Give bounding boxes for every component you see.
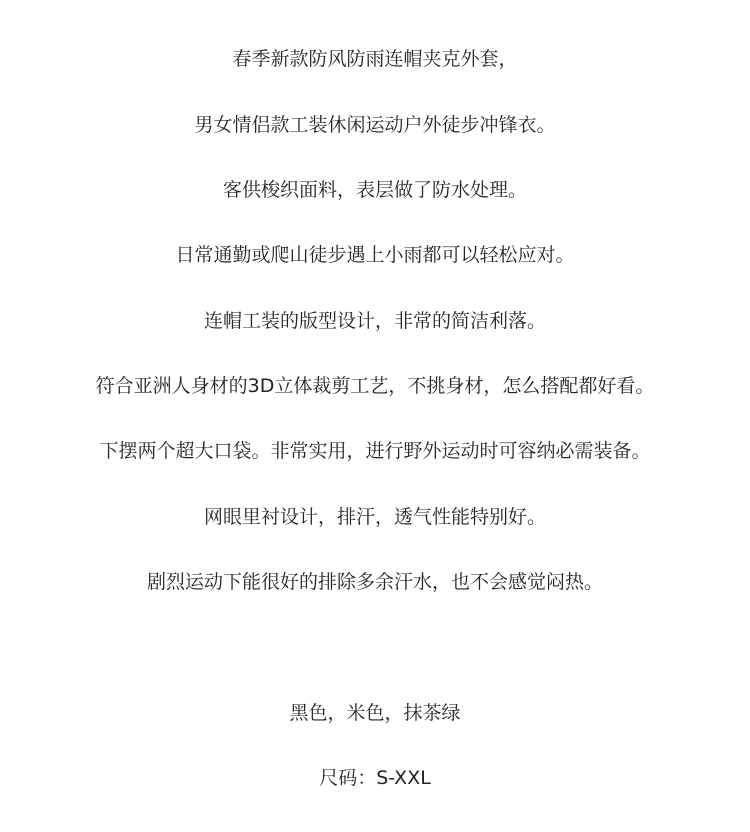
description-line-6: 符合亚洲人身材的3D立体裁剪工艺，不挑身材，怎么搭配都好看。 — [95, 375, 655, 397]
description-line-2: 男女情侣款工装休闲运动户外徒步冲锋衣。 — [194, 114, 556, 136]
description-line-8: 网眼里衬设计，排汗，透气性能特别好。 — [203, 506, 546, 528]
description-line-4: 日常通勤或爬山徒步遇上小雨都可以轻松应对。 — [175, 244, 575, 266]
description-line-9: 剧烈运动下能很好的排除多余汗水，也不会感觉闷热。 — [146, 571, 603, 593]
colors-line: 黑色，米色，抹茶绿 — [289, 702, 461, 724]
size-line: 尺码：S-XXL — [319, 767, 431, 789]
description-line-5: 连帽工装的版型设计，非常的简洁利落。 — [203, 310, 546, 332]
description-line-3: 客供梭织面料，表层做了防水处理。 — [222, 179, 527, 201]
description-line-1: 春季新款防风防雨连帽夹克外套， — [232, 48, 518, 70]
description-line-7: 下摆两个超大口袋。非常实用，进行野外运动时可容纳必需装备。 — [99, 440, 651, 462]
